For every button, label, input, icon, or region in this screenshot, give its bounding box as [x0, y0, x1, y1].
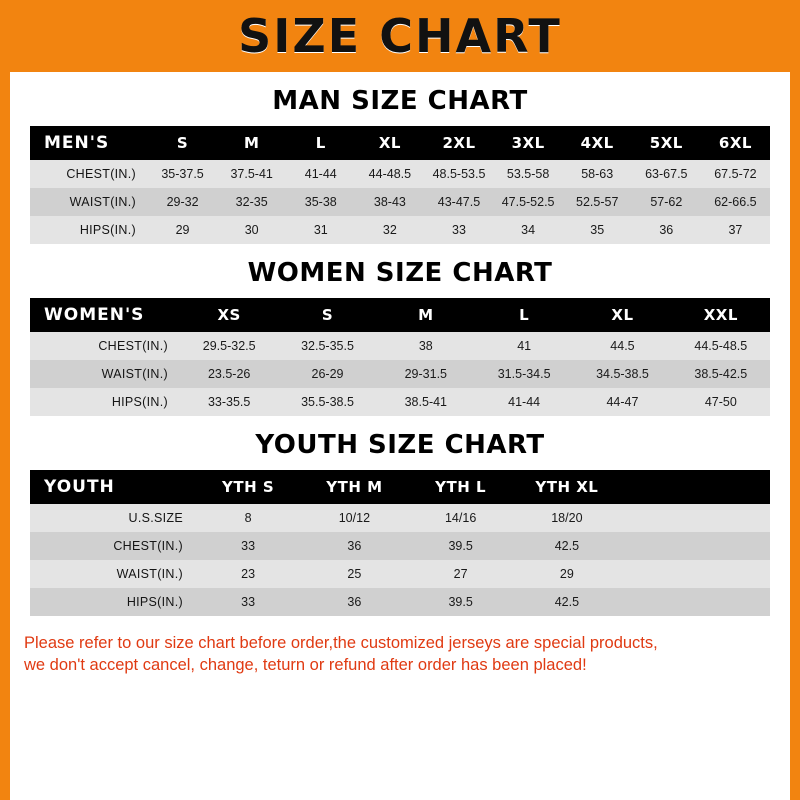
- women-size-table: [30, 298, 770, 416]
- women-table-head: [30, 298, 770, 332]
- men-header-cell-7: 4XL: [580, 134, 614, 152]
- men-cell-0-8: 67.5-72: [714, 167, 757, 181]
- youth-row-label-2: WAIST(IN.): [116, 567, 183, 581]
- youth-header-row: [30, 470, 770, 504]
- youth-cell-2-3: 29: [559, 567, 574, 581]
- women-cell-0-4: 44.5: [610, 339, 635, 353]
- women-cell-1-4: 34.5-38.5: [596, 367, 649, 381]
- footer-note-line-2: we don't accept cancel, change, teturn or refund after order has been placed!: [24, 656, 587, 675]
- youth-header-cell-1: YTH S: [222, 478, 275, 496]
- footer-note-line-1: Please refer to our size chart before order,the customized jerseys are special products,: [24, 634, 658, 652]
- youth-header-cell-4: YTH XL: [535, 478, 599, 496]
- men-cell-0-7: 63-67.5: [645, 167, 688, 181]
- page-title: SIZE CHART: [238, 9, 562, 63]
- men-section: [10, 86, 790, 244]
- banner: [0, 0, 800, 72]
- men-row-label-0: CHEST(IN.): [66, 167, 136, 181]
- youth-cell-2-2: 27: [453, 567, 468, 581]
- men-cell-2-6: 35: [590, 223, 605, 237]
- youth-cell-1-0: 33: [241, 539, 256, 553]
- youth-cell-2-0: 23: [241, 567, 256, 581]
- table-row: [30, 532, 770, 560]
- youth-cell-0-spacer: [620, 504, 770, 532]
- men-cell-1-6: 52.5-57: [576, 195, 619, 209]
- table-row: [30, 560, 770, 588]
- men-header-cell-1: S: [176, 134, 189, 152]
- table-row: [30, 504, 770, 532]
- youth-cell-1-1: 36: [347, 539, 362, 553]
- women-header-cell-5: XL: [611, 306, 634, 324]
- men-header-cell-9: 6XL: [718, 134, 752, 152]
- youth-cell-2-spacer: [620, 560, 770, 588]
- men-cell-0-6: 58-63: [581, 167, 614, 181]
- men-cell-1-4: 43-47.5: [437, 195, 481, 209]
- men-section-title: MAN SIZE CHART: [272, 86, 528, 116]
- men-header-cell-0: MEN'S: [44, 133, 110, 153]
- men-header-cell-8: 5XL: [649, 134, 683, 152]
- men-header-cell-5: 2XL: [442, 134, 476, 152]
- men-header-cell-3: L: [315, 134, 326, 152]
- youth-cell-1-spacer: [620, 532, 770, 560]
- youth-header-cell-2: YTH M: [326, 478, 383, 496]
- youth-header-cell-3: YTH L: [435, 478, 487, 496]
- youth-cell-3-spacer: [620, 588, 770, 616]
- men-cell-0-5: 53.5-58: [506, 167, 550, 181]
- men-size-table: [30, 126, 770, 244]
- youth-cell-0-2: 14/16: [444, 511, 477, 525]
- youth-header-cell-0: YOUTH: [44, 477, 115, 497]
- youth-row-label-1: CHEST(IN.): [113, 539, 183, 553]
- women-cell-0-5: 44.5-48.5: [694, 339, 748, 353]
- men-cell-0-2: 41-44: [304, 167, 337, 181]
- women-header-cell-0: WOMEN'S: [44, 305, 145, 325]
- youth-cell-1-2: 39.5: [448, 539, 473, 553]
- women-table-body: [30, 332, 770, 416]
- table-row: [30, 216, 770, 244]
- men-row-label-1: WAIST(IN.): [69, 195, 136, 209]
- men-cell-1-3: 38-43: [373, 195, 406, 209]
- youth-cell-3-1: 36: [347, 595, 362, 609]
- men-table-body: [30, 160, 770, 244]
- table-row: [30, 360, 770, 388]
- table-row: [30, 332, 770, 360]
- men-cell-2-7: 36: [659, 223, 674, 237]
- women-header-cell-6: XXL: [703, 306, 738, 324]
- women-cell-0-0: 29.5-32.5: [202, 339, 256, 353]
- men-cell-0-4: 48.5-53.5: [432, 167, 486, 181]
- table-row: [30, 160, 770, 188]
- women-cell-2-1: 35.5-38.5: [301, 395, 354, 409]
- youth-cell-2-1: 25: [347, 567, 362, 581]
- men-cell-0-3: 44-48.5: [368, 167, 412, 181]
- men-header-cell-4: XL: [378, 134, 401, 152]
- youth-cell-1-3: 42.5: [554, 539, 580, 553]
- women-header-cell-3: M: [418, 306, 434, 324]
- men-cell-2-5: 34: [521, 223, 536, 237]
- youth-section: [10, 430, 790, 616]
- men-cell-2-1: 30: [244, 223, 259, 237]
- table-row: [30, 188, 770, 216]
- men-cell-0-1: 37.5-41: [230, 167, 273, 181]
- men-cell-2-8: 37: [728, 223, 743, 237]
- youth-cell-3-0: 33: [241, 595, 256, 609]
- youth-size-table: [30, 470, 770, 616]
- women-cell-1-2: 29-31.5: [404, 367, 448, 381]
- women-cell-1-0: 23.5-26: [207, 367, 251, 381]
- youth-cell-3-2: 39.5: [448, 595, 473, 609]
- men-header-cell-2: M: [243, 134, 260, 152]
- women-cell-2-0: 33-35.5: [207, 395, 251, 409]
- men-table-head: [30, 126, 770, 160]
- women-section: [10, 258, 790, 416]
- youth-table-body: [30, 504, 770, 616]
- men-cell-1-1: 32-35: [235, 195, 268, 209]
- women-cell-0-1: 32.5-35.5: [301, 339, 354, 353]
- youth-cell-0-0: 8: [244, 511, 252, 525]
- youth-row-label-3: HIPS(IN.): [126, 595, 183, 609]
- men-cell-2-0: 29: [175, 223, 190, 237]
- women-header-cell-2: S: [321, 306, 334, 324]
- men-header-cell-6: 3XL: [511, 134, 545, 152]
- men-cell-0-0: 35-37.5: [161, 167, 204, 181]
- women-header-cell-4: L: [519, 306, 530, 324]
- men-cell-1-8: 62-66.5: [714, 195, 757, 209]
- women-cell-2-3: 41-44: [508, 395, 541, 409]
- men-row-label-2: HIPS(IN.): [79, 223, 136, 237]
- women-cell-1-5: 38.5-42.5: [694, 367, 748, 381]
- table-row: [30, 588, 770, 616]
- women-header-row: [30, 298, 770, 332]
- men-cell-2-3: 32: [382, 223, 397, 237]
- women-section-title: WOMEN SIZE CHART: [247, 258, 553, 288]
- women-row-label-1: WAIST(IN.): [101, 367, 168, 381]
- women-cell-0-3: 41: [517, 339, 532, 353]
- women-row-label-0: CHEST(IN.): [98, 339, 168, 353]
- men-cell-1-2: 35-38: [304, 195, 337, 209]
- youth-header-spacer: [620, 470, 770, 504]
- women-cell-2-5: 47-50: [704, 395, 737, 409]
- youth-section-title: YOUTH SIZE CHART: [255, 430, 545, 460]
- women-cell-1-1: 26-29: [311, 367, 344, 381]
- men-cell-1-5: 47.5-52.5: [501, 195, 555, 209]
- women-cell-0-2: 38: [418, 339, 433, 353]
- women-cell-2-2: 38.5-41: [404, 395, 448, 409]
- women-cell-1-3: 31.5-34.5: [497, 367, 551, 381]
- youth-cell-3-3: 42.5: [554, 595, 580, 609]
- youth-table-head: [30, 470, 770, 504]
- women-header-cell-1: XS: [217, 306, 241, 324]
- men-cell-2-2: 31: [313, 223, 328, 237]
- men-cell-1-7: 57-62: [650, 195, 683, 209]
- women-row-label-2: HIPS(IN.): [111, 395, 168, 409]
- youth-cell-0-1: 10/12: [338, 511, 371, 525]
- men-header-row: [30, 126, 770, 160]
- men-cell-1-0: 29-32: [166, 195, 199, 209]
- footer-note: [24, 632, 776, 677]
- table-row: [30, 388, 770, 416]
- youth-row-label-0: U.S.SIZE: [128, 511, 183, 525]
- women-cell-2-4: 44-47: [606, 395, 639, 409]
- men-cell-2-4: 33: [452, 223, 466, 237]
- youth-cell-0-3: 18/20: [551, 511, 583, 525]
